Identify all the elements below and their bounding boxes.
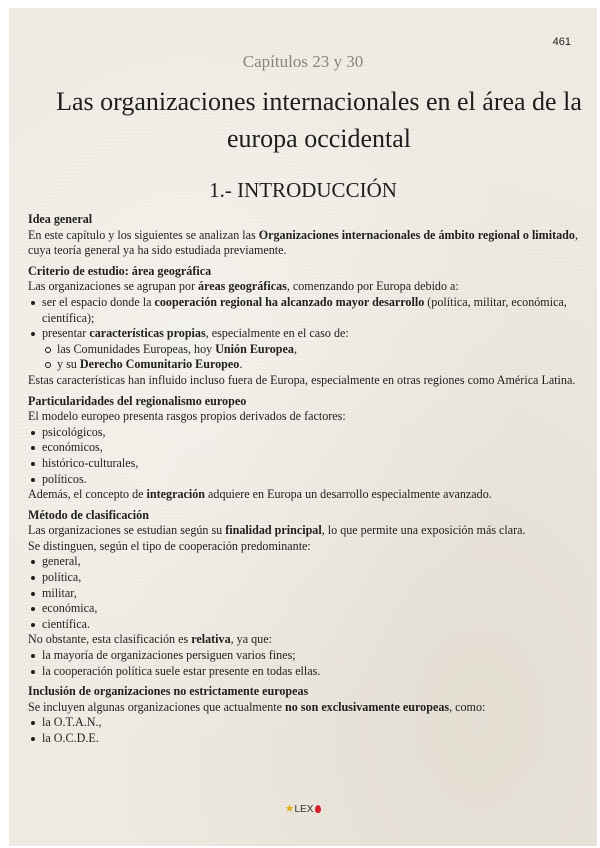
paragraph-criterio-closing: Estas características han influido incluso fuera de Europa, especialmente en otras regiones como América Latina. (28, 372, 576, 387)
content-body (28, 212, 584, 747)
list-criterio (28, 295, 584, 373)
paragraph-integracion: Además, el concepto de integración adquiere en Europa un desarrollo especialmente avanzado. (28, 487, 492, 502)
footer-logo (9, 802, 597, 815)
list-item: la mayoría de organizaciones persiguen varios fines; (28, 648, 584, 664)
list-item: psicológicos, (28, 425, 584, 441)
list-item: la O.C.D.E. (28, 731, 584, 747)
sublist-item: y su Derecho Comunitario Europeo. (28, 357, 584, 373)
page-number: 461 (552, 36, 571, 48)
heading-criterio: Criterio de estudio: área geográfica (28, 263, 212, 278)
star-icon: ★ (284, 803, 295, 815)
heading-inclusion: Inclusión de organizaciones no estrictamente europeas (28, 684, 309, 699)
list-organizaciones (28, 715, 584, 746)
heading-metodo: Método de clasificación (28, 507, 149, 522)
chapter-label: Capítulos 23 y 30 (242, 52, 364, 71)
list-item: políticos. (28, 472, 584, 488)
list-item: política, (28, 570, 584, 586)
list-item: científica. (28, 617, 584, 633)
list-item: la O.T.A.N., (28, 715, 584, 731)
list-item: económicos, (28, 440, 584, 456)
paragraph-metodo-3: No obstante, esta clasificación es relativa, ya que: (28, 632, 272, 647)
list-relativa (28, 648, 584, 679)
list-factores (28, 425, 584, 487)
sublist-criterio (42, 342, 584, 373)
paragraph-particularidades: El modelo europeo presenta rasgos propios derivados de factores: (28, 409, 346, 424)
list-item: ser el espacio donde la cooperación regional ha alcanzado mayor desarrollo (política, militar, económica, científica); (28, 295, 584, 326)
list-item: presentar características propias, especialmente en el caso de: las Comunidades Europeas, hoy Unión Europea, y su Derecho Comunitario Europeo. (28, 326, 584, 373)
document-page (9, 8, 597, 846)
footer-brand: LEX (294, 804, 314, 815)
section-heading: 1.- INTRODUCCIÓN (209, 178, 397, 202)
sublist-item: las Comunidades Europeas, hoy Unión Europea, (28, 342, 584, 358)
paragraph-metodo-2: Se distinguen, según el tipo de cooperación predominante: (28, 538, 311, 553)
paragraph-metodo-1: Las organizaciones se estudian según su finalidad principal, lo que permite una exposición más clara. (28, 523, 526, 538)
paragraph-inclusion: Se incluyen algunas organizaciones que actualmente no son exclusivamente europeas, como: (28, 699, 486, 714)
drop-icon (315, 805, 321, 813)
page-title: Las organizaciones internacionales en el área de la europa occidental (56, 87, 582, 153)
list-item: histórico-culturales, (28, 456, 584, 472)
heading-idea-general: Idea general (28, 212, 93, 226)
paragraph-criterio: Las organizaciones se agrupan por áreas geográficas, comenzando por Europa debido a: (28, 279, 459, 294)
list-item: militar, (28, 586, 584, 602)
list-item: económica, (28, 601, 584, 617)
paragraph-idea-general: En este capítulo y los siguientes se analizan las Organizaciones internacionales de ámbito regional o limitado, cuya teoría general ya ha sido estudiada previamente. (28, 227, 578, 258)
list-item: la cooperación política suele estar presente en todas ellas. (28, 664, 584, 680)
heading-particularidades: Particularidades del regionalismo europeo (28, 393, 247, 408)
list-item: general, (28, 554, 584, 570)
list-cooperacion (28, 554, 584, 632)
